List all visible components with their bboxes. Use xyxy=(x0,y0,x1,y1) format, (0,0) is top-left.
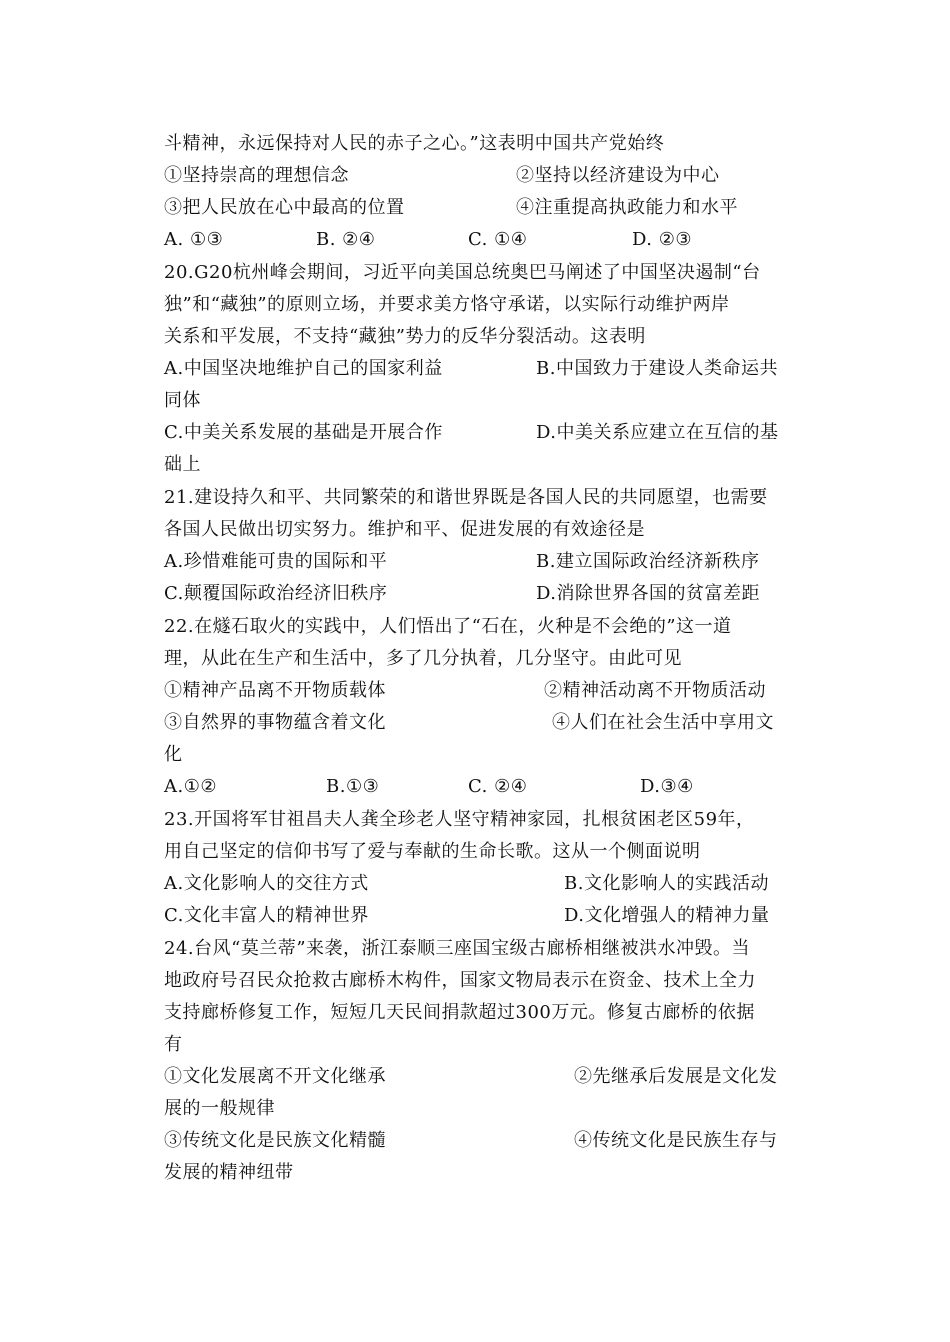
q20-option-b-wrap: 同体 xyxy=(164,390,201,411)
q20-options-row-2 xyxy=(164,417,794,449)
q22-option-3: ③自然界的事物蕴含着文化 xyxy=(164,712,386,733)
q24-stem-line-1: 24.台风“莫兰蒂”来袭，浙江泰顺三座国宝级古廊桥相继被洪水冲毁。当 xyxy=(164,938,751,959)
q24-stem-line-2: 地政府号召民众抢救古廊桥木构件，国家文物局表示在资金、技术上全力 xyxy=(164,970,756,991)
q22-option-4-wrap: 化 xyxy=(164,744,183,765)
q22-stem-line-1: 22.在燧石取火的实践中，人们悟出了“石在，火种是不会绝的”这一道 xyxy=(164,616,732,637)
q24-option-1: ①文化发展离不开文化继承 xyxy=(164,1066,386,1087)
q20-option-b: B.中国致力于建设人类命运共 xyxy=(536,358,778,379)
q21-option-b: B.建立国际政治经济新秩序 xyxy=(536,551,760,572)
q24-option-3: ③传统文化是民族文化精髓 xyxy=(164,1130,386,1151)
q19-choice-a: A. ①③ xyxy=(164,229,224,250)
q19-option-4: ④注重提高执政能力和水平 xyxy=(516,197,738,218)
q19-choice-c: C. ①④ xyxy=(468,229,528,250)
q24-options-row-2 xyxy=(164,1125,794,1157)
q20-option-c: C.中美关系发展的基础是开展合作 xyxy=(164,422,443,443)
q20-option-a: A.中国坚决地维护自己的国家利益 xyxy=(164,358,443,379)
q20-options-row-1 xyxy=(164,353,794,385)
q19-choice-d: D. ②③ xyxy=(632,229,693,250)
q22-choice-a: A.①② xyxy=(164,776,217,797)
q22-options-row-1 xyxy=(164,675,794,707)
q22-choice-c: C. ②④ xyxy=(468,776,528,797)
q23-options-row-2 xyxy=(164,900,794,932)
q21-stem-line-1: 21.建设持久和平、共同繁荣的和谐世界既是各国人民的共同愿望，也需要 xyxy=(164,487,768,508)
q22-stem-line-2: 理，从此在生产和生活中，多了几分执着，几分坚守。由此可见 xyxy=(164,648,682,669)
q24-option-4: ④传统文化是民族生存与 xyxy=(574,1130,778,1151)
q20-option-d: D.中美关系应建立在互信的基 xyxy=(536,422,779,443)
q24-stem-line-4: 有 xyxy=(164,1034,183,1055)
q19-option-1: ①坚持崇高的理想信念 xyxy=(164,165,349,186)
q22-choices xyxy=(164,771,794,803)
q24-option-2: ②先继承后发展是文化发 xyxy=(574,1066,778,1087)
q22-choice-d: D.③④ xyxy=(640,776,694,797)
q24-options-row-1 xyxy=(164,1061,794,1093)
q19-choice-b: B. ②④ xyxy=(316,229,376,250)
q20-option-d-wrap: 础上 xyxy=(164,454,201,475)
q21-option-c: C.颠覆国际政治经济旧秩序 xyxy=(164,583,388,604)
q21-option-a: A.珍惜难能可贵的国际和平 xyxy=(164,551,388,572)
q19-choices xyxy=(164,224,794,256)
q19-stem-tail: 斗精神，永远保持对人民的赤子之心。”这表明中国共产党始终 xyxy=(164,133,665,154)
q22-option-1: ①精神产品离不开物质载体 xyxy=(164,680,386,701)
q23-options-row-1 xyxy=(164,868,794,900)
q23-stem-line-1: 23.开国将军甘祖昌夫人龚全珍老人坚守精神家园，扎根贫困老区59年， xyxy=(164,809,755,830)
q23-option-c: C.文化丰富人的精神世界 xyxy=(164,905,369,926)
q22-option-2: ②精神活动离不开物质活动 xyxy=(544,680,766,701)
q23-option-a: A.文化影响人的交往方式 xyxy=(164,873,369,894)
q19-option-3: ③把人民放在心中最高的位置 xyxy=(164,197,405,218)
q19-options-row-2 xyxy=(164,192,794,224)
q21-options-row-1 xyxy=(164,546,794,578)
q20-stem-line-3: 关系和平发展，不支持“藏独”势力的反华分裂活动。这表明 xyxy=(164,326,646,347)
q24-stem-line-3: 支持廊桥修复工作，短短几天民间捐款超过300万元。修复古廊桥的依据 xyxy=(164,1002,755,1023)
q22-option-4: ④人们在社会生活中享用文 xyxy=(552,712,774,733)
q21-option-d: D.消除世界各国的贫富差距 xyxy=(536,583,761,604)
q21-stem-line-2: 各国人民做出切实努力。维护和平、促进发展的有效途径是 xyxy=(164,519,645,540)
q20-stem-line-2: 独”和“藏独”的原则立场，并要求美方恪守承诺，以实际行动维护两岸 xyxy=(164,294,730,315)
q19-option-2: ②坚持以经济建设为中心 xyxy=(516,165,720,186)
q22-options-row-2 xyxy=(164,707,794,739)
q21-options-row-2 xyxy=(164,578,794,610)
q23-option-b: B.文化影响人的实践活动 xyxy=(564,873,769,894)
q20-stem-line-1: 20.G20杭州峰会期间，习近平向美国总统奥巴马阐述了中国坚决遏制“台 xyxy=(164,262,761,283)
q23-option-d: D.文化增强人的精神力量 xyxy=(564,905,770,926)
q24-option-4-wrap: 发展的精神纽带 xyxy=(164,1162,294,1183)
q19-options-row-1 xyxy=(164,160,794,192)
q24-option-2-wrap: 展的一般规律 xyxy=(164,1098,275,1119)
q23-stem-line-2: 用自己坚定的信仰书写了爱与奉献的生命长歌。这从一个侧面说明 xyxy=(164,841,701,862)
q22-choice-b: B.①③ xyxy=(326,776,380,797)
